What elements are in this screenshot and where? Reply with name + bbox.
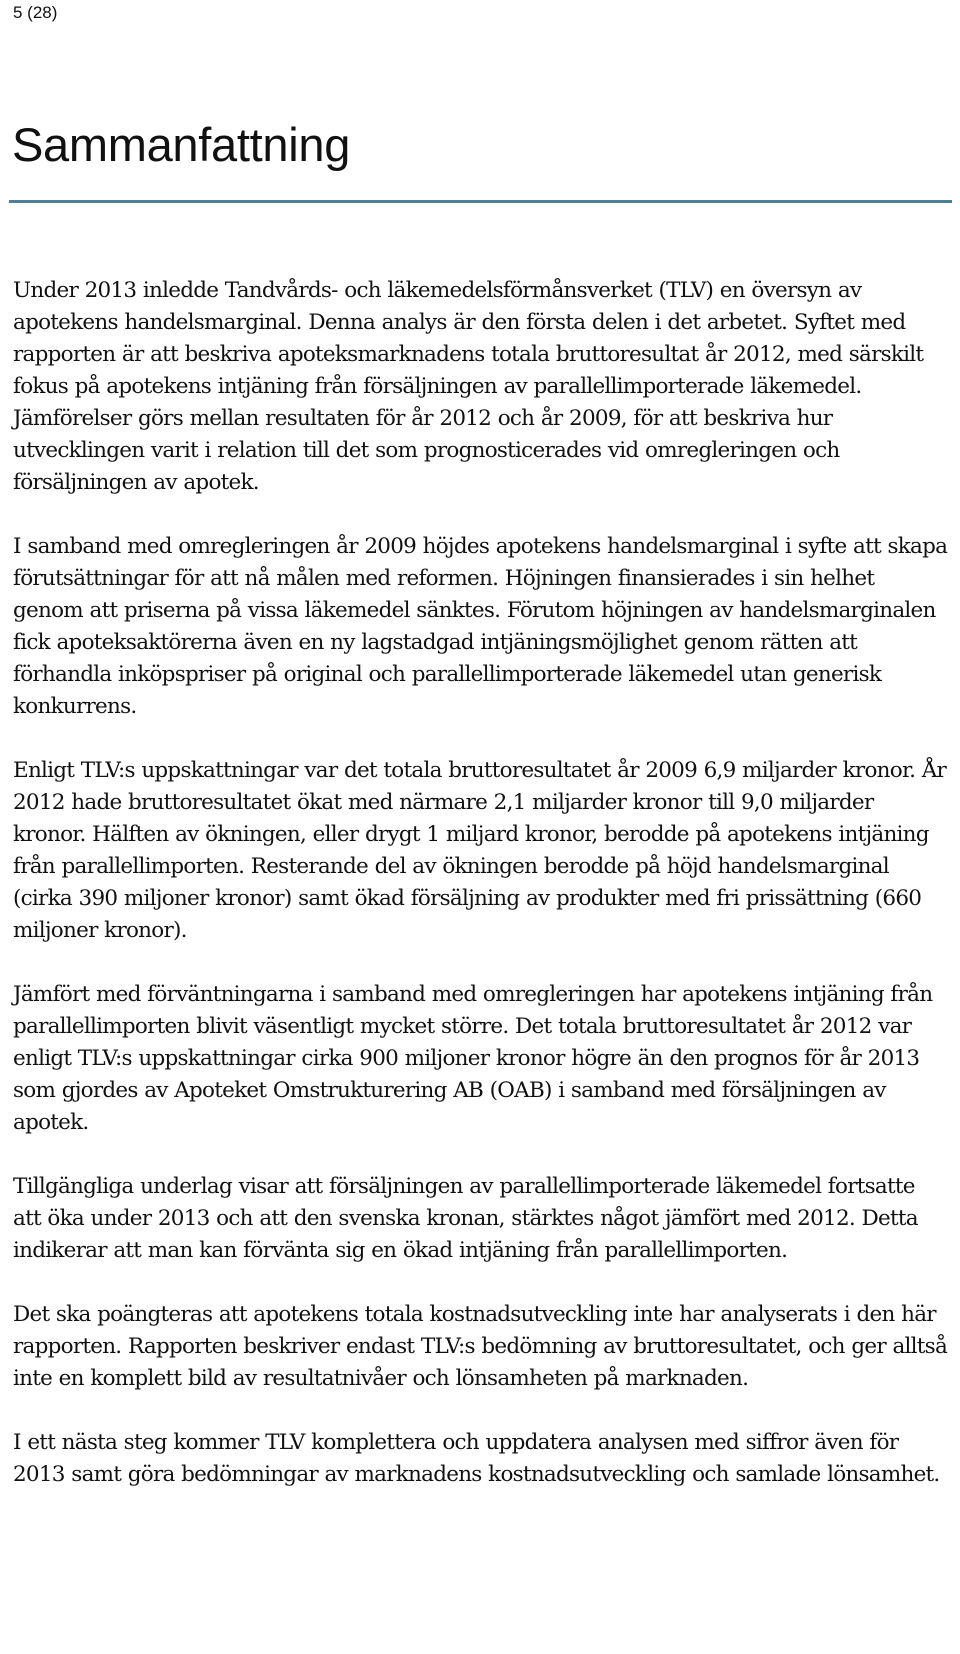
page-number: 5 (28) (13, 3, 58, 22)
paragraph-intro: Under 2013 inledde Tandvårds- och läkemedelsförmånsverket (TLV) en översyn av apotekens handelsmarginal. Denna analys är den första delen i det arbetet. Syftet med rapporten är att beskriva apoteksmarknadens totala bruttoresultat år 2012, med särskilt fokus på apotekens intjäning från försäljningen av parallellimporterade läkemedel. Jämförelser görs mellan resultaten för år 2012 och år 2009, för att beskriva hur utvecklingen varit i relation till det som prognosticerades vid omregleringen och försäljningen av apotek. (13, 278, 924, 495)
title-divider (9, 200, 952, 203)
paragraph-kostnadsutveckling: Det ska poängteras att apotekens totala kostnadsutveckling inte har analyserats i den här rapporten. Rapporten beskriver endast TLV:s bedömning av bruttoresultatet, och ger alltså inte en komplett bild av resultatnivåer och lönsamheten på marknaden. (13, 1302, 948, 1391)
paragraph-forvantningar: Jämfört med förväntningarna i samband med omregleringen har apotekens intjäning från parallellimporten blivit väsentligt mycket större. Det totala bruttoresultatet år 2012 var enligt TLV:s uppskattningar cirka 900 miljoner kronor högre än den prognos för år 2013 som gjordes av Apoteket Omstrukturering AB (OAB) i samband med försäljningen av apotek. (13, 982, 933, 1135)
paragraph-nasta-steg: I ett nästa steg kommer TLV komplettera och uppdatera analysen med siffror även för 2013 samt göra bedömningar av marknadens kostnadsutveckling och samlade lönsamhet. (13, 1430, 940, 1487)
page-title: Sammanfattning (12, 118, 351, 171)
paragraph-underlag: Tillgängliga underlag visar att försäljningen av parallellimporterade läkemedel fortsatte att öka under 2013 och att den svenska kronan, stärktes något jämfört med 2012. Detta indikerar att man kan förvänta sig en ökad intjäning från parallellimporten. (13, 1174, 918, 1263)
paragraph-bruttoresultat: Enligt TLV:s uppskattningar var det totala bruttoresultatet år 2009 6,9 miljarder kronor. År 2012 hade bruttoresultatet ökat med närmare 2,1 miljarder kronor till 9,0 miljarder kronor. Hälften av ökningen, eller drygt 1 miljard kronor, berodde på apotekens intjäning från parallellimporten. Resterande del av ökningen berodde på höjd handelsmarginal (cirka 390 miljoner kronor) samt ökad försäljning av produkter med fri prissättning (660 miljoner kronor). (13, 758, 947, 943)
paragraph-omreglering: I samband med omregleringen år 2009 höjdes apotekens handelsmarginal i syfte att skapa förutsättningar för att nå målen med reformen. Höjningen finansierades i sin helhet genom att priserna på vissa läkemedel sänktes. Förutom höjningen av handelsmarginalen fick apoteksaktörerna även en ny lagstadgad intjäningsmöjlighet genom rätten att förhandla inköpspriser på original och parallellimporterade läkemedel utan generisk konkurrens. (13, 534, 948, 719)
document-body (13, 275, 948, 1523)
